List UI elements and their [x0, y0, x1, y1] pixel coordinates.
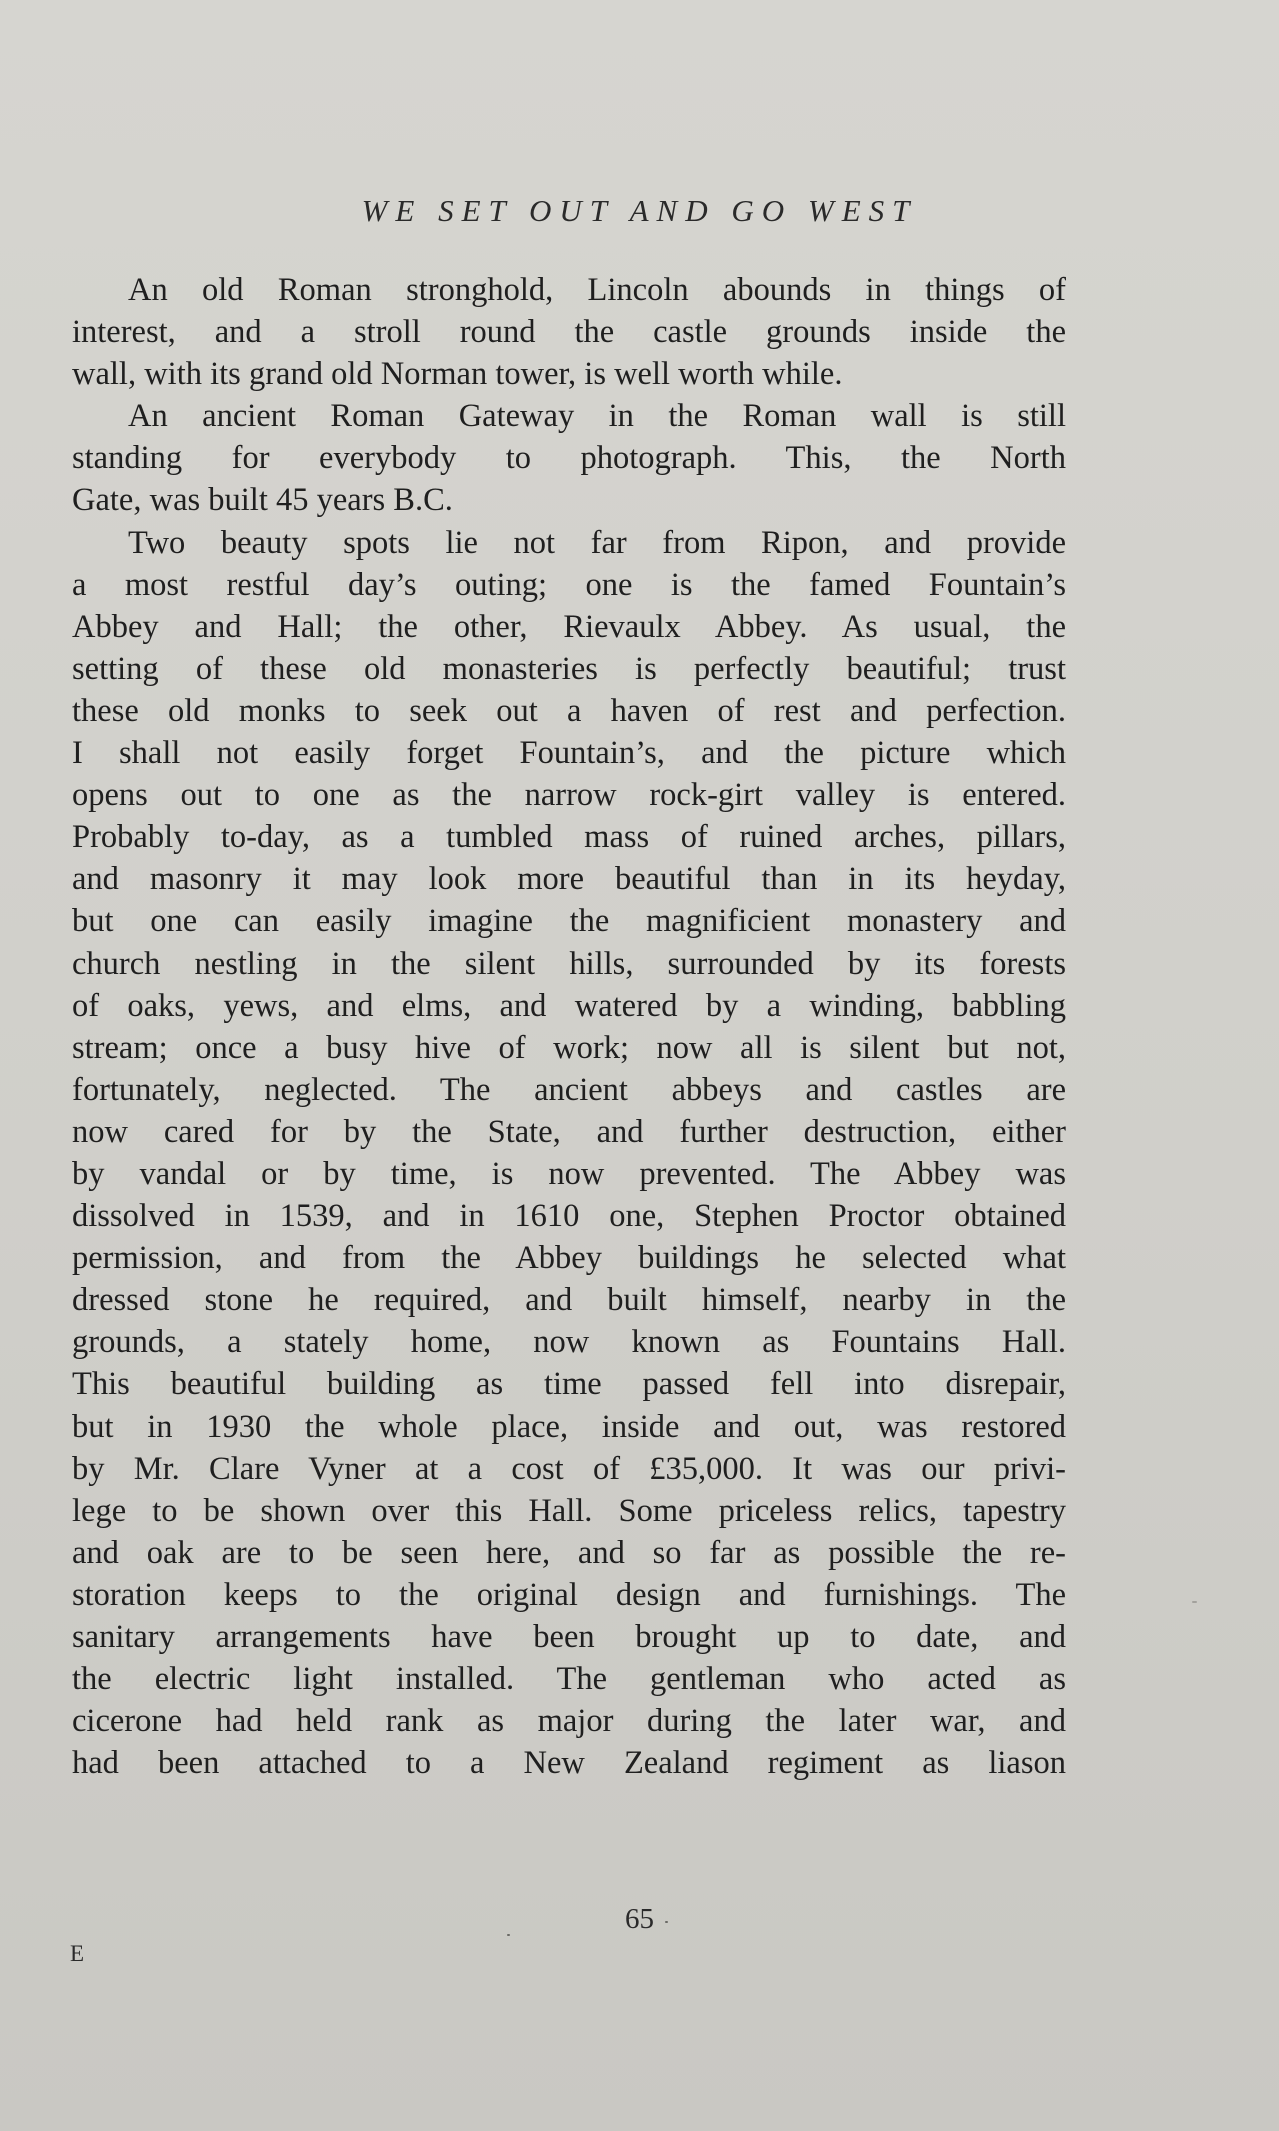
text-line: cicerone had held rank as major during the later war, and: [72, 1703, 1066, 1740]
text-line: of oaks, yews, and elms, and watered by a winding, babbling: [72, 987, 1066, 1024]
text-line: sanitary arrangements have been brought up to date, and: [72, 1619, 1066, 1655]
text-line: grounds, a stately home, now known as Fountains Hall.: [72, 1324, 1066, 1361]
text-line: setting of these old monasteries is perfectly beautiful; trust: [72, 650, 1066, 687]
text-line: An ancient Roman Gateway in the Roman wall is still: [128, 398, 1066, 435]
text-line: now cared for by the State, and further destruction, either: [72, 1113, 1066, 1150]
text-line: Probably to-day, as a tumbled mass of ruined arches, pillars,: [72, 819, 1066, 856]
text-line: opens out to one as the narrow rock-girt valley is entered.: [72, 777, 1066, 814]
text-line: wall, with its grand old Norman tower, is well worth while.: [72, 356, 843, 393]
text-line: church nestling in the silent hills, surrounded by its forests: [72, 945, 1066, 982]
text-line: This beautiful building as time passed fell into disrepair,: [72, 1366, 1066, 1403]
text-line: Gate, was built 45 years B.C.: [72, 482, 453, 519]
running-head: WE SET OUT AND GO WEST: [361, 193, 918, 228]
text-line: permission, and from the Abbey buildings he selected what: [72, 1240, 1066, 1277]
text-line: stream; once a busy hive of work; now all is silent but not,: [72, 1029, 1066, 1066]
body-text: [72, 269, 1066, 1784]
text-line: had been attached to a New Zealand regiment as liason: [72, 1745, 1066, 1782]
text-line: the electric light installed. The gentleman who acted as: [72, 1661, 1066, 1698]
text-line: dressed stone he required, and built himself, nearby in the: [72, 1282, 1066, 1319]
text-line: these old monks to seek out a haven of rest and perfection.: [72, 692, 1066, 729]
text-line: dissolved in 1539, and in 1610 one, Stephen Proctor obtained: [72, 1198, 1066, 1235]
text-line: standing for everybody to photograph. This, the North: [72, 440, 1066, 477]
signature-mark: E: [70, 1941, 85, 1966]
text-line: fortunately, neglected. The ancient abbeys and castles are: [72, 1071, 1066, 1108]
text-line: and oak are to be seen here, and so far as possible the re-: [72, 1534, 1066, 1571]
text-line: lege to be shown over this Hall. Some priceless relics, tapestry: [72, 1492, 1066, 1529]
text-line: and masonry it may look more beautiful than in its heyday,: [72, 861, 1066, 898]
text-line: a most restful day’s outing; one is the famed Fountain’s: [72, 566, 1066, 603]
text-line: interest, and a stroll round the castle grounds inside the: [72, 314, 1066, 351]
text-line: storation keeps to the original design and furnishings. The: [72, 1576, 1066, 1613]
paper-speck: [665, 1921, 668, 1923]
text-line: but in 1930 the whole place, inside and out, was restored: [72, 1408, 1066, 1445]
text-line: by vandal or by time, is now prevented. The Abbey was: [72, 1155, 1066, 1192]
text-line: but one can easily imagine the magnificient monastery and: [72, 903, 1066, 940]
text-line: Two beauty spots lie not far from Ripon, and provide: [128, 524, 1066, 561]
page-number: 65: [625, 1903, 654, 1935]
paper-speck: [1192, 1601, 1197, 1603]
paper-speck: [507, 1934, 510, 1936]
text-line: An old Roman stronghold, Lincoln abounds in things of: [128, 272, 1066, 308]
text-line: by Mr. Clare Vyner at a cost of £35,000. It was our privi-: [72, 1450, 1066, 1487]
text-line: I shall not easily forget Fountain’s, and the picture which: [72, 735, 1066, 772]
text-line: Abbey and Hall; the other, Rievaulx Abbey. As usual, the: [72, 608, 1066, 645]
